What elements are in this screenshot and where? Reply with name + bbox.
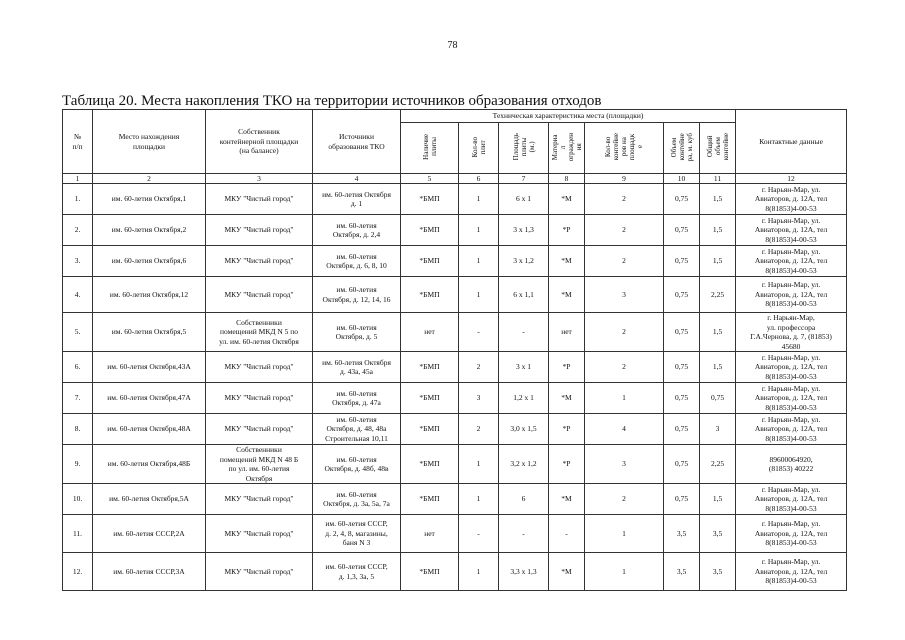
cell-slab-area: 3 х 1,3 bbox=[499, 215, 549, 246]
cell-location: им. 60-летия Октября,48А bbox=[93, 414, 206, 445]
table-row bbox=[63, 445, 847, 484]
cell-no: 7. bbox=[63, 383, 93, 414]
cell-slab: *БМП bbox=[401, 445, 459, 484]
cell-slab-area: 3 х 1,2 bbox=[499, 246, 549, 277]
cell-fence-material: *М bbox=[549, 383, 585, 414]
cell-owner: МКУ "Чистый город" bbox=[206, 277, 313, 313]
cell-location: им. 60-летия Октября,1 bbox=[93, 184, 206, 215]
cell-contacts: г. Нарьян-Мар, ул. Авиаторов, д. 12А, тел 8(81853)4-00-53 bbox=[736, 553, 847, 591]
table-row bbox=[63, 277, 847, 313]
cell-sources: им. 60-летия Октября д. 43а, 45а bbox=[313, 352, 401, 383]
cell-owner: МКУ "Чистый город" bbox=[206, 414, 313, 445]
header-total-volume: Общий объем контейне bbox=[700, 123, 736, 174]
cell-contacts: г. Нарьян-Мар, ул. Авиаторов, д. 12А, тел 8(81853)4-00-53 bbox=[736, 414, 847, 445]
cell-fence-material: *М bbox=[549, 553, 585, 591]
cell-fence-material: *Р bbox=[549, 352, 585, 383]
cell-location: им. 60-летия СССР,3А bbox=[93, 553, 206, 591]
cell-location: им. 60-летия Октября,6 bbox=[93, 246, 206, 277]
cell-container-count: 4 bbox=[585, 414, 664, 445]
cell-slab-count: 1 bbox=[459, 184, 499, 215]
cell-slab-area: 3,3 х 1,3 bbox=[499, 553, 549, 591]
cell-fence-material: *М bbox=[549, 184, 585, 215]
cell-owner: МКУ "Чистый город" bbox=[206, 246, 313, 277]
column-number: 7 bbox=[499, 174, 549, 184]
cell-contacts: г. Нарьян-Мар, ул. Авиаторов, д. 12А, тел 8(81853)4-00-53 bbox=[736, 184, 847, 215]
cell-owner: МКУ "Чистый город" bbox=[206, 184, 313, 215]
table-row bbox=[63, 215, 847, 246]
cell-slab-area: 3 х 1 bbox=[499, 352, 549, 383]
column-number: 10 bbox=[664, 174, 700, 184]
cell-slab-area: 1,2 х 1 bbox=[499, 383, 549, 414]
cell-slab-area: - bbox=[499, 313, 549, 352]
cell-slab: *БМП bbox=[401, 277, 459, 313]
cell-contacts: г. Нарьян-Мар, ул. профессора Г.А.Чернова, д. 7, (81853) 45680 bbox=[736, 313, 847, 352]
cell-total-volume: 2,25 bbox=[700, 445, 736, 484]
cell-no: 4. bbox=[63, 277, 93, 313]
cell-contacts: г. Нарьян-Мар, ул. Авиаторов, д. 12А, тел 8(81853)4-00-53 bbox=[736, 277, 847, 313]
cell-no: 8. bbox=[63, 414, 93, 445]
cell-total-volume: 3,5 bbox=[700, 553, 736, 591]
header-location: Место нахождения площадки bbox=[93, 110, 206, 174]
cell-fence-material: *М bbox=[549, 484, 585, 515]
cell-no: 6. bbox=[63, 352, 93, 383]
table-body bbox=[63, 184, 847, 591]
cell-total-volume: 1,5 bbox=[700, 215, 736, 246]
cell-sources: им. 60-летия СССР, д. 2, 4, 8, магазины, баня N 3 bbox=[313, 515, 401, 553]
column-number: 6 bbox=[459, 174, 499, 184]
cell-slab: *БМП bbox=[401, 553, 459, 591]
header-container-volume: Объем контейне ра, м. куб bbox=[664, 123, 700, 174]
cell-slab-count: 3 bbox=[459, 383, 499, 414]
cell-total-volume: 0,75 bbox=[700, 383, 736, 414]
cell-container-count: 2 bbox=[585, 215, 664, 246]
cell-container-count: 2 bbox=[585, 313, 664, 352]
cell-contacts: г. Нарьян-Мар, ул. Авиаторов, д. 12А, тел 8(81853)4-00-53 bbox=[736, 515, 847, 553]
cell-sources: им. 60-летия Октября, д. 3а, 5а, 7а bbox=[313, 484, 401, 515]
cell-container-volume: 0,75 bbox=[664, 414, 700, 445]
cell-sources: им. 60-летия Октября, д. 48б, 48в bbox=[313, 445, 401, 484]
cell-container-count: 2 bbox=[585, 184, 664, 215]
cell-contacts: г. Нарьян-Мар, ул. Авиаторов, д. 12А, тел 8(81853)4-00-53 bbox=[736, 352, 847, 383]
cell-slab-count: 1 bbox=[459, 484, 499, 515]
cell-owner: МКУ "Чистый город" bbox=[206, 383, 313, 414]
column-numbers-row bbox=[63, 174, 847, 184]
cell-sources: им. 60-летия Октября, д. 2,4 bbox=[313, 215, 401, 246]
cell-no: 1. bbox=[63, 184, 93, 215]
header-sources: Источники образования ТКО bbox=[313, 110, 401, 174]
cell-slab-count: - bbox=[459, 515, 499, 553]
cell-sources: им. 60-летия Октября, д. 12, 14, 16 bbox=[313, 277, 401, 313]
cell-slab-area: 6 bbox=[499, 484, 549, 515]
table-row bbox=[63, 383, 847, 414]
cell-owner: МКУ "Чистый город" bbox=[206, 484, 313, 515]
cell-contacts: г. Нарьян-Мар, ул. Авиаторов, д. 12А, тел 8(81853)4-00-53 bbox=[736, 383, 847, 414]
cell-container-count: 1 bbox=[585, 553, 664, 591]
cell-location: им. 60-летия Октября,48Б bbox=[93, 445, 206, 484]
cell-total-volume: 3 bbox=[700, 414, 736, 445]
cell-slab-area: - bbox=[499, 515, 549, 553]
header-tech-group: Техническая характеристика места (площадки) bbox=[401, 110, 736, 123]
cell-slab-area: 3,0 х 1,5 bbox=[499, 414, 549, 445]
cell-slab-area: 6 х 1,1 bbox=[499, 277, 549, 313]
table-row bbox=[63, 184, 847, 215]
cell-slab-area: 3,2 х 1,2 bbox=[499, 445, 549, 484]
cell-fence-material: *Р bbox=[549, 414, 585, 445]
cell-owner: МКУ "Чистый город" bbox=[206, 515, 313, 553]
cell-location: им. 60-летия Октября,2 bbox=[93, 215, 206, 246]
cell-container-volume: 0,75 bbox=[664, 246, 700, 277]
cell-container-volume: 0,75 bbox=[664, 277, 700, 313]
cell-container-count: 2 bbox=[585, 484, 664, 515]
cell-fence-material: нет bbox=[549, 313, 585, 352]
cell-no: 12. bbox=[63, 553, 93, 591]
cell-total-volume: 1,5 bbox=[700, 184, 736, 215]
cell-total-volume: 2,25 bbox=[700, 277, 736, 313]
cell-total-volume: 1,5 bbox=[700, 484, 736, 515]
cell-contacts: 89600064920, (81853) 40222 bbox=[736, 445, 847, 484]
cell-fence-material: *М bbox=[549, 277, 585, 313]
cell-no: 5. bbox=[63, 313, 93, 352]
column-number: 1 bbox=[63, 174, 93, 184]
cell-container-volume: 3,5 bbox=[664, 553, 700, 591]
cell-owner: Собственники помещений МКД N 48 Б по ул. им. 60-летия Октября bbox=[206, 445, 313, 484]
cell-location: им. 60-летия Октября,5А bbox=[93, 484, 206, 515]
cell-container-volume: 0,75 bbox=[664, 313, 700, 352]
header-row bbox=[63, 110, 847, 123]
table-title: Таблица 20. Места накопления ТКО на территории источников образования отходов bbox=[62, 93, 602, 109]
cell-fence-material: - bbox=[549, 515, 585, 553]
cell-slab: *БМП bbox=[401, 383, 459, 414]
cell-owner: Собственники помещений МКД N 5 по ул. им. 60-летия Октября bbox=[206, 313, 313, 352]
cell-total-volume: 1,5 bbox=[700, 246, 736, 277]
cell-container-volume: 0,75 bbox=[664, 484, 700, 515]
cell-slab-count: 1 bbox=[459, 445, 499, 484]
header-no: № п/п bbox=[63, 110, 93, 174]
cell-container-volume: 0,75 bbox=[664, 215, 700, 246]
column-number: 8 bbox=[549, 174, 585, 184]
cell-sources: им. 60-летия Октября, д. 6, 8, 10 bbox=[313, 246, 401, 277]
cell-container-volume: 3,5 bbox=[664, 515, 700, 553]
cell-total-volume: 1,5 bbox=[700, 313, 736, 352]
header-container-count: Кол-во контейне ров на площадк е bbox=[585, 123, 664, 174]
column-number: 2 bbox=[93, 174, 206, 184]
cell-container-volume: 0,75 bbox=[664, 352, 700, 383]
header-slab-area: Площадь плиты (м.) bbox=[499, 123, 549, 174]
cell-slab-count: 1 bbox=[459, 553, 499, 591]
cell-slab: *БМП bbox=[401, 246, 459, 277]
cell-owner: МКУ "Чистый город" bbox=[206, 215, 313, 246]
table-row bbox=[63, 515, 847, 553]
header-slab-count: Кол-во плит bbox=[459, 123, 499, 174]
header-owner: Собственник контейнерной площадки (на балансе) bbox=[206, 110, 313, 174]
column-number: 12 bbox=[736, 174, 847, 184]
cell-slab-count: 2 bbox=[459, 414, 499, 445]
cell-slab: нет bbox=[401, 515, 459, 553]
table-row bbox=[63, 484, 847, 515]
column-number: 5 bbox=[401, 174, 459, 184]
cell-sources: им. 60-летия Октября, д. 48, 48а Строительная 10,11 bbox=[313, 414, 401, 445]
cell-slab: *БМП bbox=[401, 414, 459, 445]
cell-slab-count: 2 bbox=[459, 352, 499, 383]
cell-location: им. 60-летия Октября,5 bbox=[93, 313, 206, 352]
cell-container-count: 3 bbox=[585, 445, 664, 484]
cell-location: им. 60-летия Октября,43А bbox=[93, 352, 206, 383]
cell-fence-material: *Р bbox=[549, 215, 585, 246]
cell-container-count: 1 bbox=[585, 383, 664, 414]
table-row bbox=[63, 313, 847, 352]
cell-owner: МКУ "Чистый город" bbox=[206, 352, 313, 383]
cell-sources: им. 60-летия Октября, д. 5 bbox=[313, 313, 401, 352]
table-row bbox=[63, 352, 847, 383]
cell-slab-count: 1 bbox=[459, 215, 499, 246]
cell-slab-count: 1 bbox=[459, 246, 499, 277]
header-contacts: Контактные данные bbox=[736, 110, 847, 174]
cell-contacts: г. Нарьян-Мар, ул. Авиаторов, д. 12А, тел 8(81853)4-00-53 bbox=[736, 246, 847, 277]
waste-sites-table bbox=[62, 109, 847, 591]
header-fence-material: Материа л огражден ия bbox=[549, 123, 585, 174]
table-row bbox=[63, 414, 847, 445]
cell-sources: им. 60-летия Октября д. 1 bbox=[313, 184, 401, 215]
cell-no: 11. bbox=[63, 515, 93, 553]
cell-container-count: 2 bbox=[585, 352, 664, 383]
cell-fence-material: *М bbox=[549, 246, 585, 277]
cell-container-volume: 0,75 bbox=[664, 184, 700, 215]
cell-slab-count: 1 bbox=[459, 277, 499, 313]
cell-no: 2. bbox=[63, 215, 93, 246]
cell-no: 3. bbox=[63, 246, 93, 277]
column-number: 11 bbox=[700, 174, 736, 184]
cell-slab-area: 6 х 1 bbox=[499, 184, 549, 215]
cell-container-count: 1 bbox=[585, 515, 664, 553]
cell-slab: нет bbox=[401, 313, 459, 352]
cell-no: 9. bbox=[63, 445, 93, 484]
cell-slab: *БМП bbox=[401, 484, 459, 515]
cell-container-count: 3 bbox=[585, 277, 664, 313]
cell-sources: им. 60-летия СССР, д. 1,3, 3а, 5 bbox=[313, 553, 401, 591]
cell-no: 10. bbox=[63, 484, 93, 515]
table-row bbox=[63, 553, 847, 591]
cell-slab: *БМП bbox=[401, 184, 459, 215]
cell-container-volume: 0,75 bbox=[664, 383, 700, 414]
column-number: 9 bbox=[585, 174, 664, 184]
cell-container-volume: 0,75 bbox=[664, 445, 700, 484]
cell-total-volume: 1,5 bbox=[700, 352, 736, 383]
cell-contacts: г. Нарьян-Мар, ул. Авиаторов, д. 12А, тел 8(81853)4-00-53 bbox=[736, 484, 847, 515]
cell-slab: *БМП bbox=[401, 215, 459, 246]
cell-slab-count: - bbox=[459, 313, 499, 352]
cell-location: им. 60-летия СССР,2А bbox=[93, 515, 206, 553]
cell-contacts: г. Нарьян-Мар, ул. Авиаторов, д. 12А, тел 8(81853)4-00-53 bbox=[736, 215, 847, 246]
cell-container-count: 2 bbox=[585, 246, 664, 277]
cell-total-volume: 3,5 bbox=[700, 515, 736, 553]
column-number: 4 bbox=[313, 174, 401, 184]
cell-fence-material: *Р bbox=[549, 445, 585, 484]
cell-sources: им. 60-летия Октября, д. 47а bbox=[313, 383, 401, 414]
cell-slab: *БМП bbox=[401, 352, 459, 383]
table-row bbox=[63, 246, 847, 277]
cell-location: им. 60-летия Октября,47А bbox=[93, 383, 206, 414]
page-number: 78 bbox=[447, 40, 458, 51]
header-slab: Наличие плиты bbox=[401, 123, 459, 174]
column-number: 3 bbox=[206, 174, 313, 184]
cell-owner: МКУ "Чистый город" bbox=[206, 553, 313, 591]
cell-location: им. 60-летия Октября,12 bbox=[93, 277, 206, 313]
